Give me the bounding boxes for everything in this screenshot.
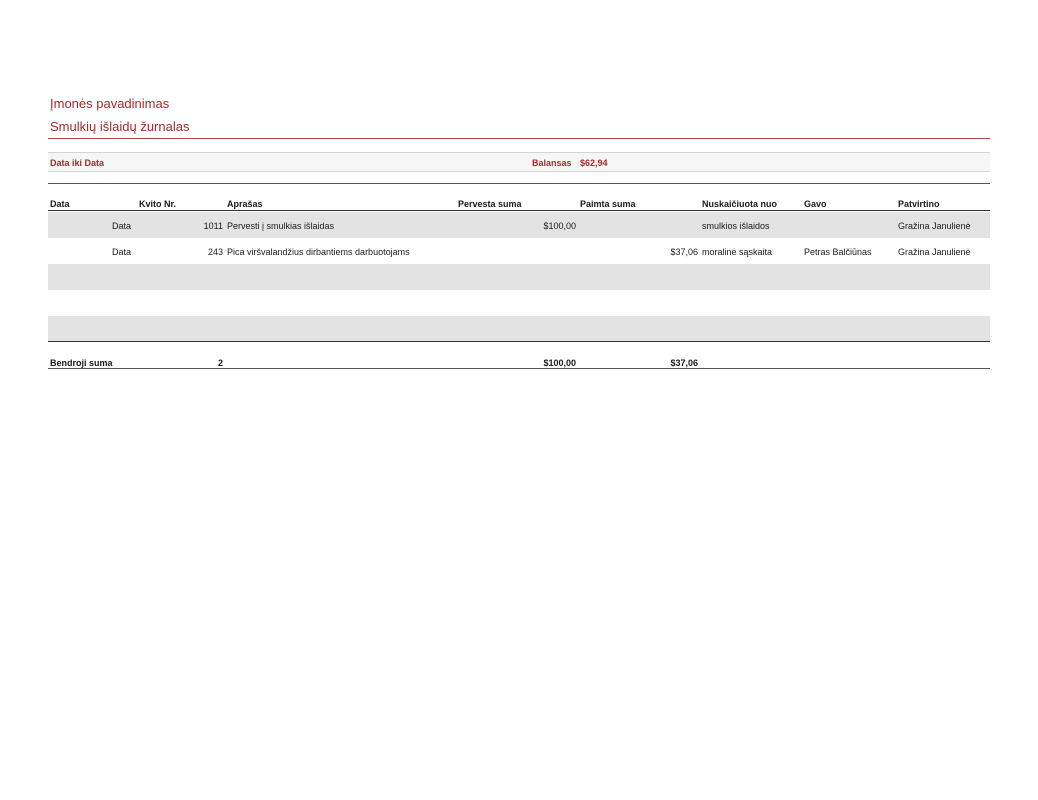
col-header-description[interactable]: Aprašas: [227, 199, 263, 209]
company-name: Įmonės pavadinimas: [50, 96, 170, 111]
col-header-taken[interactable]: Paimta suma: [580, 199, 636, 209]
period-range[interactable]: Data iki Data: [50, 158, 105, 168]
balance-value[interactable]: $62,94: [580, 158, 608, 168]
totals-transferred[interactable]: $100,00: [543, 358, 576, 368]
cell-description[interactable]: Pica viršvalandžius dirbantiems darbuotojams: [227, 247, 410, 257]
cell-transferred[interactable]: $100,00: [543, 221, 576, 231]
col-header-debited-from[interactable]: Nuskaičiuota nuo: [702, 199, 778, 209]
cell-approved-by[interactable]: Gražina Janulienė: [898, 221, 971, 231]
totals-row: [48, 354, 990, 369]
totals-label[interactable]: Bendroji suma: [50, 358, 113, 368]
table-row: [48, 238, 990, 264]
cell-taken[interactable]: $37,06: [670, 247, 698, 257]
totals-count[interactable]: 2: [218, 358, 224, 368]
col-header-approved-by[interactable]: Patvirtino: [898, 199, 940, 209]
cell-description[interactable]: Pervesti į smulkias išlaidas: [227, 221, 335, 231]
cell-approved-by[interactable]: Gražina Janulienė: [898, 247, 971, 257]
col-header-receipt[interactable]: Kvito Nr.: [139, 199, 177, 209]
document-title: Smulkių išlaidų žurnalas: [50, 119, 190, 134]
cell-received-by[interactable]: Petras Balčiūnas: [804, 247, 872, 257]
cell-debited-from[interactable]: smulkios išlaidos: [702, 221, 770, 231]
col-header-transferred[interactable]: Pervesta suma: [458, 199, 522, 209]
table-header: [48, 196, 990, 211]
cell-date[interactable]: Data: [112, 247, 132, 257]
col-header-received-by[interactable]: Gavo: [804, 199, 827, 209]
table-row-empty[interactable]: [48, 264, 990, 290]
period-bar: [48, 152, 990, 172]
title-divider: [48, 138, 990, 139]
cell-receipt[interactable]: 243: [207, 247, 223, 257]
table-row: [48, 212, 990, 238]
col-header-date[interactable]: Data: [50, 199, 70, 209]
totals-taken[interactable]: $37,06: [670, 358, 698, 368]
balance-label: Balansas: [532, 158, 572, 168]
cell-debited-from[interactable]: moralinė sąskaita: [702, 247, 773, 257]
table-top-divider: [48, 183, 990, 184]
table-row-empty[interactable]: [48, 290, 990, 316]
cell-date[interactable]: Data: [112, 221, 132, 231]
table-row-empty[interactable]: [48, 316, 990, 342]
totals-divider: [48, 341, 990, 342]
cell-receipt[interactable]: 1011: [203, 221, 223, 231]
